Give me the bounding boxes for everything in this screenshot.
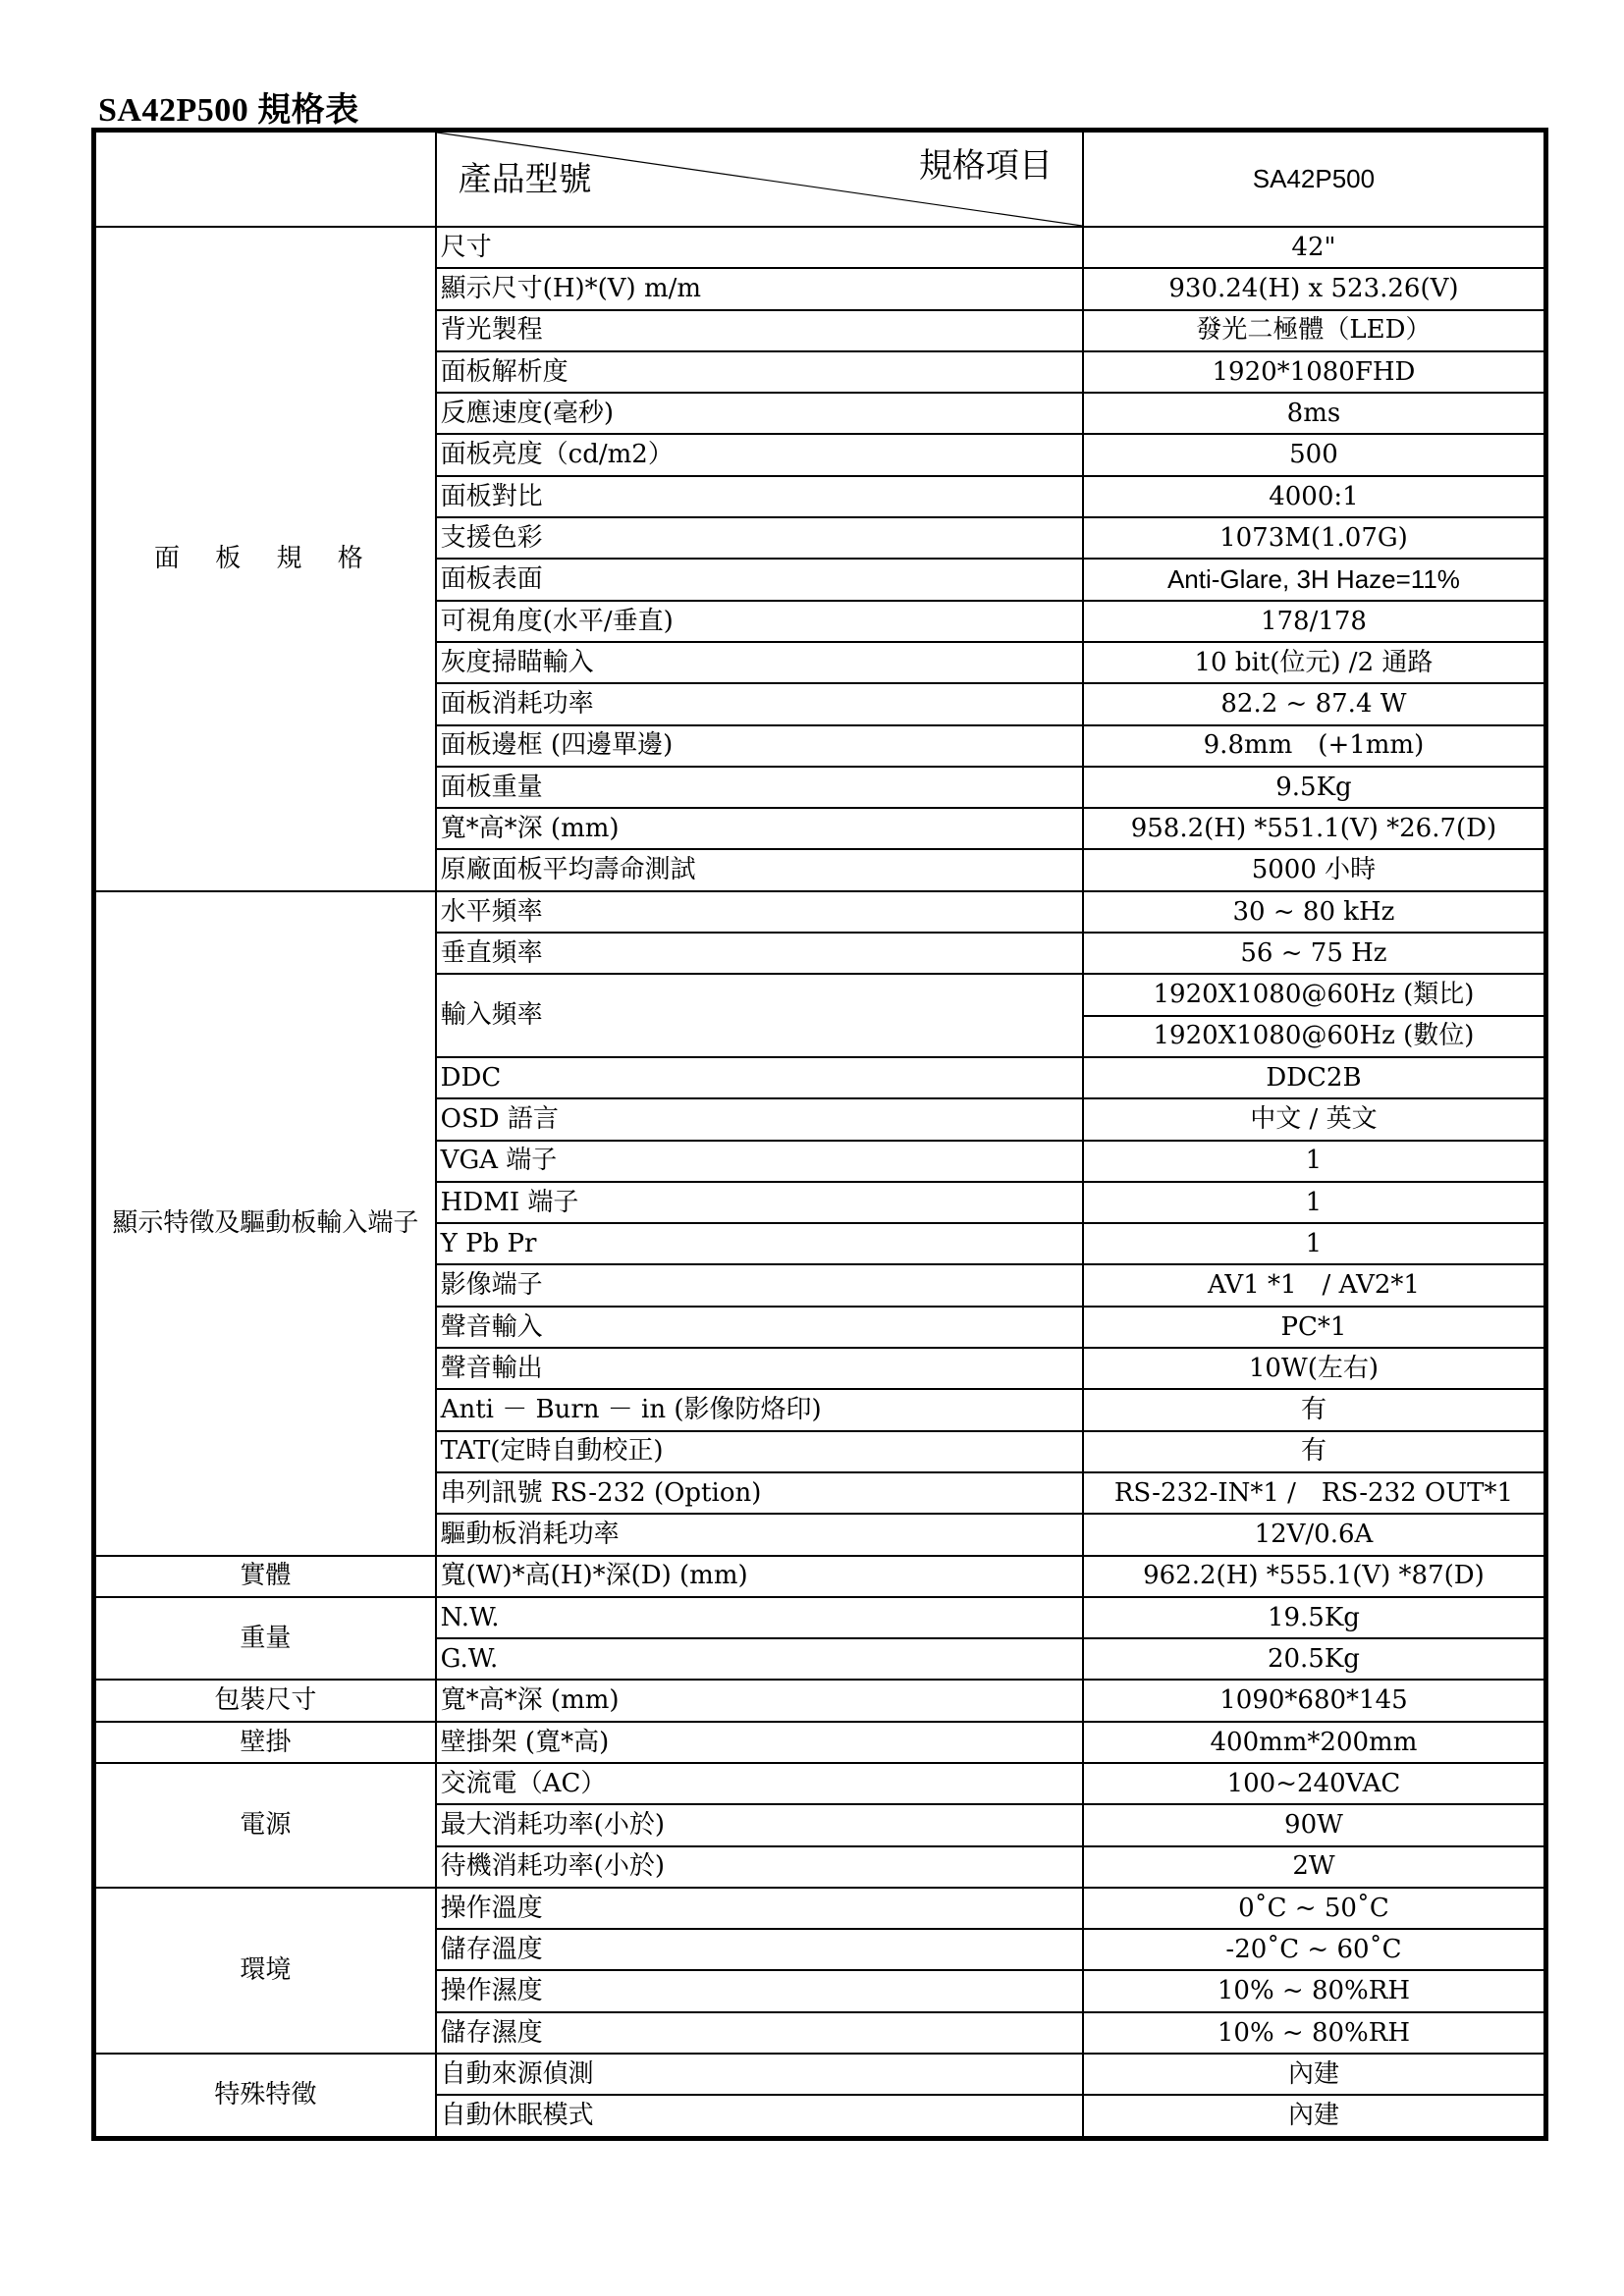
spec-item: 聲音輸出 — [436, 1348, 1083, 1389]
spec-item: 垂直頻率 — [436, 933, 1083, 974]
spec-value: 82.2 ~ 87.4 W — [1083, 683, 1546, 724]
header-diagonal-cell — [436, 131, 1083, 228]
table-row — [94, 1597, 1546, 1638]
spec-item: 操作溫度 — [436, 1888, 1083, 1929]
spec-item: N.W. — [436, 1597, 1083, 1638]
spec-value: 90W — [1083, 1804, 1546, 1845]
spec-value: 發光二極體（LED） — [1083, 310, 1546, 351]
spec-value: 5000 小時 — [1083, 849, 1546, 890]
spec-item: 面板重量 — [436, 767, 1083, 808]
spec-item: 最大消耗功率(小於) — [436, 1804, 1083, 1845]
spec-value: 500 — [1083, 434, 1546, 475]
spec-item: 尺寸 — [436, 227, 1083, 268]
spec-value: RS-232-IN*1 / RS-232 OUT*1 — [1083, 1472, 1546, 1514]
spec-item: 聲音輸入 — [436, 1307, 1083, 1348]
spec-value: 2W — [1083, 1846, 1546, 1888]
spec-item: 面板對比 — [436, 476, 1083, 517]
spec-item: 寬*高*深 (mm) — [436, 808, 1083, 849]
spec-value: 1 — [1083, 1141, 1546, 1182]
spec-value: 有 — [1083, 1389, 1546, 1430]
spec-item: 交流電（AC） — [436, 1763, 1083, 1804]
table-row — [94, 1556, 1546, 1597]
table-row — [94, 1722, 1546, 1763]
spec-value: 20.5Kg — [1083, 1638, 1546, 1680]
spec-item: Y Pb Pr — [436, 1223, 1083, 1264]
spec-value: Anti-Glare, 3H Haze=11% — [1083, 559, 1546, 600]
spec-item: 支援色彩 — [436, 517, 1083, 559]
spec-value: 10% ~ 80%RH — [1083, 2012, 1546, 2054]
spec-value: 10 bit(位元) /2 通路 — [1083, 642, 1546, 683]
spec-item: 操作濕度 — [436, 1970, 1083, 2011]
spec-value: -20˚C ~ 60˚C — [1083, 1929, 1546, 1970]
spec-item: 背光製程 — [436, 310, 1083, 351]
spec-item: 反應速度(毫秒) — [436, 393, 1083, 434]
spec-value: 56 ~ 75 Hz — [1083, 933, 1546, 974]
category-package: 包裝尺寸 — [94, 1680, 436, 1721]
spec-item: 自動休眠模式 — [436, 2095, 1083, 2138]
spec-value: 1920X1080@60Hz (數位) — [1083, 1016, 1546, 1057]
category-body: 實體 — [94, 1556, 436, 1597]
spec-value: 內建 — [1083, 2095, 1546, 2138]
spec-value: DDC2B — [1083, 1057, 1546, 1098]
category-power: 電源 — [94, 1763, 436, 1888]
spec-value: 4000:1 — [1083, 476, 1546, 517]
spec-value: 400mm*200mm — [1083, 1722, 1546, 1763]
spec-item: HDMI 端子 — [436, 1182, 1083, 1223]
spec-item: 自動來源偵測 — [436, 2054, 1083, 2095]
table-row — [94, 1763, 1546, 1804]
spec-item: VGA 端子 — [436, 1141, 1083, 1182]
spec-item: Anti － Burn － in (影像防烙印) — [436, 1389, 1083, 1430]
category-wall: 壁掛 — [94, 1722, 436, 1763]
spec-item: 驅動板消耗功率 — [436, 1514, 1083, 1555]
spec-value: 中文 / 英文 — [1083, 1098, 1546, 1140]
spec-value: 962.2(H) *555.1(V) *87(D) — [1083, 1556, 1546, 1597]
spec-item: 面板消耗功率 — [436, 683, 1083, 724]
spec-item: 原廠面板平均壽命測試 — [436, 849, 1083, 890]
spec-value: 1073M(1.07G) — [1083, 517, 1546, 559]
spec-value: 958.2(H) *551.1(V) *26.7(D) — [1083, 808, 1546, 849]
category-environment: 環境 — [94, 1888, 436, 2054]
spec-item: 顯示尺寸(H)*(V) m/m — [436, 268, 1083, 309]
spec-value: 10% ~ 80%RH — [1083, 1970, 1546, 2011]
spec-item: 水平頻率 — [436, 891, 1083, 933]
spec-item: 可視角度(水平/垂直) — [436, 601, 1083, 642]
category-special: 特殊特徵 — [94, 2054, 436, 2138]
table-row — [94, 891, 1546, 933]
spec-value: 9.8mm (+1mm) — [1083, 725, 1546, 767]
spec-item: 寬*高*深 (mm) — [436, 1680, 1083, 1721]
spec-table — [91, 128, 1548, 2141]
spec-item: 影像端子 — [436, 1264, 1083, 1306]
spec-value: 1920*1080FHD — [1083, 351, 1546, 393]
spec-value: 19.5Kg — [1083, 1597, 1546, 1638]
spec-item: 寬(W)*高(H)*深(D) (mm) — [436, 1556, 1083, 1597]
spec-value: 內建 — [1083, 2054, 1546, 2095]
spec-item: 壁掛架 (寬*高) — [436, 1722, 1083, 1763]
category-weight: 重量 — [94, 1597, 436, 1681]
spec-value: 1090*680*145 — [1083, 1680, 1546, 1721]
spec-item: 面板邊框 (四邊單邊) — [436, 725, 1083, 767]
spec-value: 0˚C ~ 50˚C — [1083, 1888, 1546, 1929]
spec-item: 面板表面 — [436, 559, 1083, 600]
document-title: SA42P500 規格表 — [98, 92, 359, 129]
spec-item: OSD 語言 — [436, 1098, 1083, 1140]
spec-item: TAT(定時自動校正) — [436, 1431, 1083, 1472]
spec-item: 儲存濕度 — [436, 2012, 1083, 2054]
spec-value: 42" — [1083, 227, 1546, 268]
spec-item: 待機消耗功率(小於) — [436, 1846, 1083, 1888]
spec-value: 100~240VAC — [1083, 1763, 1546, 1804]
spec-value: 178/178 — [1083, 601, 1546, 642]
spec-value: 12V/0.6A — [1083, 1514, 1546, 1555]
category-display: 顯示特徵及驅動板輸入端子 — [94, 891, 436, 1556]
spec-value: 8ms — [1083, 393, 1546, 434]
spec-value: 有 — [1083, 1431, 1546, 1472]
spec-value: 30 ~ 80 kHz — [1083, 891, 1546, 933]
table-row — [94, 1888, 1546, 1929]
spec-item: G.W. — [436, 1638, 1083, 1680]
spec-value: 930.24(H) x 523.26(V) — [1083, 268, 1546, 309]
spec-value: 1 — [1083, 1223, 1546, 1264]
spec-item: 儲存溫度 — [436, 1929, 1083, 1970]
product-model-label: 產品型號 — [458, 160, 592, 199]
category-panel: 面 板 規 格 — [94, 227, 436, 891]
model-name: SA42P500 — [1083, 131, 1546, 228]
table-row — [94, 227, 1546, 268]
spec-value: PC*1 — [1083, 1307, 1546, 1348]
table-row — [94, 1680, 1546, 1721]
spec-item-label: 規格項目 — [918, 146, 1053, 186]
header-empty-cell — [94, 131, 436, 228]
spec-value: AV1 *1 / AV2*1 — [1083, 1264, 1546, 1306]
spec-item: 灰度掃瞄輸入 — [436, 642, 1083, 683]
spec-value: 1 — [1083, 1182, 1546, 1223]
spec-value: 10W(左右) — [1083, 1348, 1546, 1389]
spec-item: 面板亮度（cd/m2） — [436, 434, 1083, 475]
header-row — [94, 131, 1546, 228]
table-row — [94, 2054, 1546, 2095]
spec-item: 輸入頻率 — [436, 974, 1083, 1057]
spec-value: 1920X1080@60Hz (類比) — [1083, 974, 1546, 1015]
spec-item: 面板解析度 — [436, 351, 1083, 393]
spec-value: 9.5Kg — [1083, 767, 1546, 808]
spec-item: DDC — [436, 1057, 1083, 1098]
spec-item: 串列訊號 RS-232 (Option) — [436, 1472, 1083, 1514]
